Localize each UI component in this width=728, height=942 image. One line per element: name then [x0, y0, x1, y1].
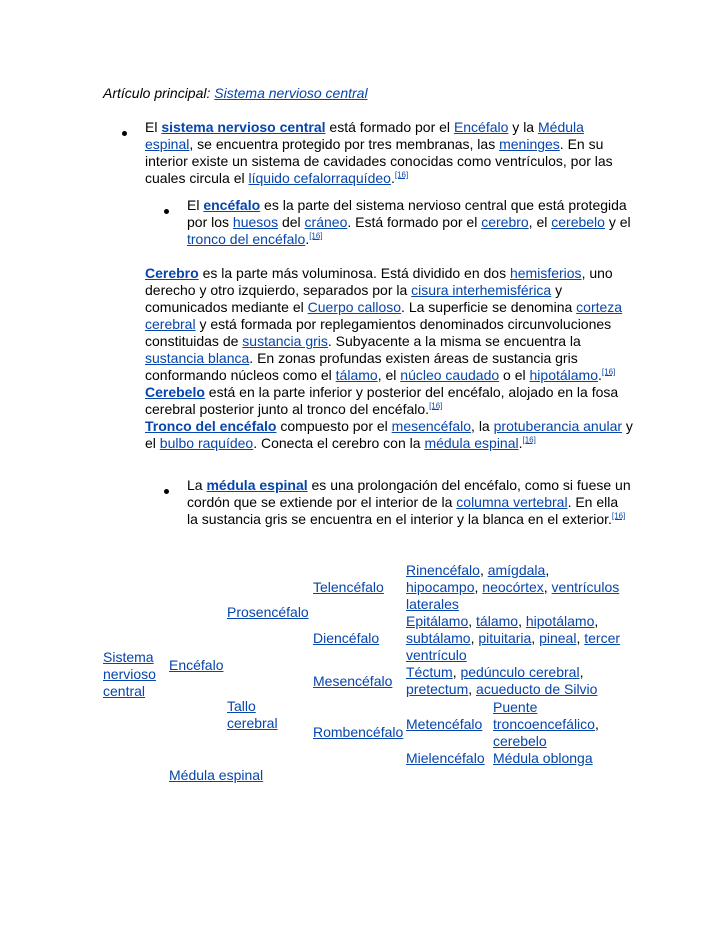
cerebro-block [145, 265, 635, 452]
link-mesencefalo[interactable]: mesencéfalo [391, 418, 472, 434]
link-meninges[interactable]: meninges [499, 136, 560, 152]
link-pretectum[interactable]: pretectum [406, 681, 469, 697]
tree-tallo-cerebral[interactable]: Tallo cerebral [227, 698, 278, 731]
diencefalo-parts: Epitálamo, tálamo, hipotálamo, subtálamo, pituitaria, pineal, tercer ventrículo [406, 613, 621, 663]
ref-link[interactable]: [16] [601, 367, 616, 377]
link-cisura-interhemisferica[interactable]: cisura interhemisférica [411, 282, 552, 298]
link-talamo-2[interactable]: tálamo [476, 613, 519, 629]
bullet-icon [122, 131, 127, 136]
main-article-note [103, 85, 368, 102]
link-epitalamo[interactable]: Epitálamo [406, 613, 469, 629]
link-tronco-del-encefalo[interactable]: tronco del encéfalo [187, 231, 306, 247]
tronco-paragraph: Tronco del encéfalo compuesto por el mesencéfalo, la protuberancia anular y el bulbo raquídeo. Conecta el cerebro con la médula espinal.[16] [145, 418, 633, 451]
link-puente-troncoencefalico[interactable]: Puente [493, 699, 538, 715]
link-liquido-cefalorraquideo[interactable]: líquido cefalorraquídeo [248, 170, 391, 186]
ref-link[interactable]: [16] [394, 170, 409, 180]
ref-link[interactable]: [16] [429, 401, 443, 411]
link-hipocampo[interactable]: hipocampo [406, 579, 475, 595]
link-tercer-ventriculo[interactable]: tercer [584, 630, 621, 646]
link-cerebro-bold[interactable]: Cerebro [145, 265, 199, 281]
link-puente-troncoencefalico-2[interactable]: troncoencefálico [493, 716, 595, 732]
ref-link[interactable]: [16] [611, 511, 626, 521]
link-hipotalamo[interactable]: hipotálamo [529, 367, 599, 383]
link-medula-espinal-2[interactable]: médula espinal [424, 435, 519, 451]
link-bulbo-raquideo[interactable]: bulbo raquídeo [159, 435, 254, 451]
link-pituitaria[interactable]: pituitaria [478, 630, 532, 646]
ref-link[interactable]: [16] [309, 231, 323, 241]
link-ventriculos-laterales-2[interactable]: laterales [406, 596, 459, 612]
link-cerebelo[interactable]: cerebelo [551, 214, 605, 230]
tree-medula-espinal[interactable]: Médula espinal [169, 767, 264, 783]
tree-medula-oblonga[interactable]: Médula oblonga [493, 750, 593, 766]
tree-metencefalo[interactable]: Metencéfalo [406, 716, 483, 732]
tree-telencefalo[interactable]: Telencéfalo [313, 579, 384, 595]
link-pedunculo-cerebral[interactable]: pedúnculo cerebral [460, 664, 580, 680]
link-corteza-cerebral[interactable]: corteza cerebral [145, 299, 623, 332]
bullet-icon [164, 489, 169, 494]
tree-mesencefalo[interactable]: Mesencéfalo [313, 673, 393, 689]
link-cerebelo-bold[interactable]: Cerebelo [145, 384, 205, 400]
link-sistema-nervioso-central[interactable]: sistema nervioso central [161, 119, 326, 135]
bullet-icon [164, 209, 169, 214]
link-cuerpo-calloso[interactable]: Cuerpo calloso [307, 299, 402, 315]
link-sustancia-gris[interactable]: sustancia gris [242, 333, 328, 349]
metencefalo-parts: Puente troncoencefálico, cerebelo [493, 699, 599, 749]
medula-paragraph: La médula espinal es una prolongación del encéfalo, como si fuese un cordón que se extiende por el interior de la columna vertebral. En ella la sustancia gris se encuentra en el interior y la blanca en el exterior.[16] [187, 477, 631, 527]
link-amigdala[interactable]: amígdala [487, 562, 546, 578]
tree-encefalo[interactable]: Encéfalo [169, 657, 224, 673]
link-sustancia-blanca[interactable]: sustancia blanca [145, 350, 250, 366]
link-medula-espinal-bold[interactable]: médula espinal [206, 477, 308, 493]
link-hemisferios[interactable]: hemisferios [509, 265, 582, 281]
encefalo-paragraph: El encéfalo es la parte del sistema nervioso central que está protegida por los huesos del cráneo. Está formado por el cerebro, el cerebelo y el tronco del encéfalo.[16] [187, 197, 631, 247]
link-ventriculos-laterales[interactable]: ventrículos [551, 579, 620, 595]
link-nucleo-caudado[interactable]: núcleo caudado [400, 367, 500, 383]
link-tercer-ventriculo-2[interactable]: ventrículo [406, 647, 467, 663]
tree-diencefalo[interactable]: Diencéfalo [313, 630, 380, 646]
tree-prosencefalo[interactable]: Prosencéfalo [227, 604, 309, 620]
link-rinencefalo[interactable]: Rinencéfalo [406, 562, 480, 578]
tree-mielencefalo[interactable]: Mielencéfalo [406, 750, 485, 766]
telencefalo-parts: Rinencéfalo, amígdala, hipocampo, neocórtex, ventrículos laterales [406, 562, 620, 612]
link-tronco-bold[interactable]: Tronco del encéfalo [145, 418, 277, 434]
link-tectum[interactable]: Téctum [406, 664, 453, 680]
link-columna-vertebral[interactable]: columna vertebral [456, 494, 568, 510]
link-neocortex[interactable]: neocórtex [482, 579, 544, 595]
main-article-link[interactable]: Sistema nervioso central [214, 85, 368, 101]
link-encefalo[interactable]: Encéfalo [453, 119, 509, 135]
link-protuberancia-anular[interactable]: protuberancia anular [493, 418, 623, 434]
link-encefalo-bold[interactable]: encéfalo [203, 197, 261, 213]
tree-sistema-nervioso-central[interactable]: Sistema nervioso central [103, 649, 156, 699]
link-huesos[interactable]: huesos [232, 214, 279, 230]
cerebro-paragraph: Cerebro es la parte más voluminosa. Está dividido en dos hemisferios, uno derecho y otro izquierdo, separados por la cisura interhemisférica y comunicados mediante el Cuerpo calloso. La superficie se denomina corteza cerebral y está formada por replegamientos denominados circunvoluciones constituidas de sustancia gris. Subyacente a la misma se encuentra la sustancia blanca. En zonas profundas existen áreas de sustancia gris conformando núcleos como el tálamo, el núcleo caudado o el hipotálamo.[16] [145, 265, 623, 383]
tree-rombencefalo[interactable]: Rombencéfalo [313, 724, 404, 740]
cerebelo-paragraph: Cerebelo está en la parte inferior y posterior del encéfalo, alojado en la fosa cerebral posterior junto al tronco del encéfalo.[16] [145, 384, 619, 417]
link-talamo[interactable]: tálamo [335, 367, 378, 383]
link-hipotalamo-2[interactable]: hipotálamo [525, 613, 595, 629]
snc-paragraph: El sistema nervioso central está formado por el Encéfalo y la Médula espinal, se encuentra protegido por tres membranas, las meninges. En su interior existe un sistema de cavidades conocidas como ventrículos, por las cuales circula el líquido cefalorraquídeo.[16] [145, 119, 613, 186]
link-medula-espinal[interactable]: Médula espinal [145, 119, 584, 152]
ref-link[interactable]: [16] [522, 435, 536, 445]
link-pineal[interactable]: pineal [539, 630, 577, 646]
link-craneo[interactable]: cráneo [304, 214, 348, 230]
mesencefalo-parts: Téctum, pedúnculo cerebral, pretectum, acueducto de Silvio [406, 664, 598, 697]
link-cerebro[interactable]: cerebro [481, 214, 529, 230]
main-article-label: Artículo principal: [103, 85, 215, 101]
link-cerebelo-2[interactable]: cerebelo [493, 733, 547, 749]
link-subtalamo[interactable]: subtálamo [406, 630, 471, 646]
link-acueducto-de-silvio[interactable]: acueducto de Silvio [476, 681, 598, 697]
